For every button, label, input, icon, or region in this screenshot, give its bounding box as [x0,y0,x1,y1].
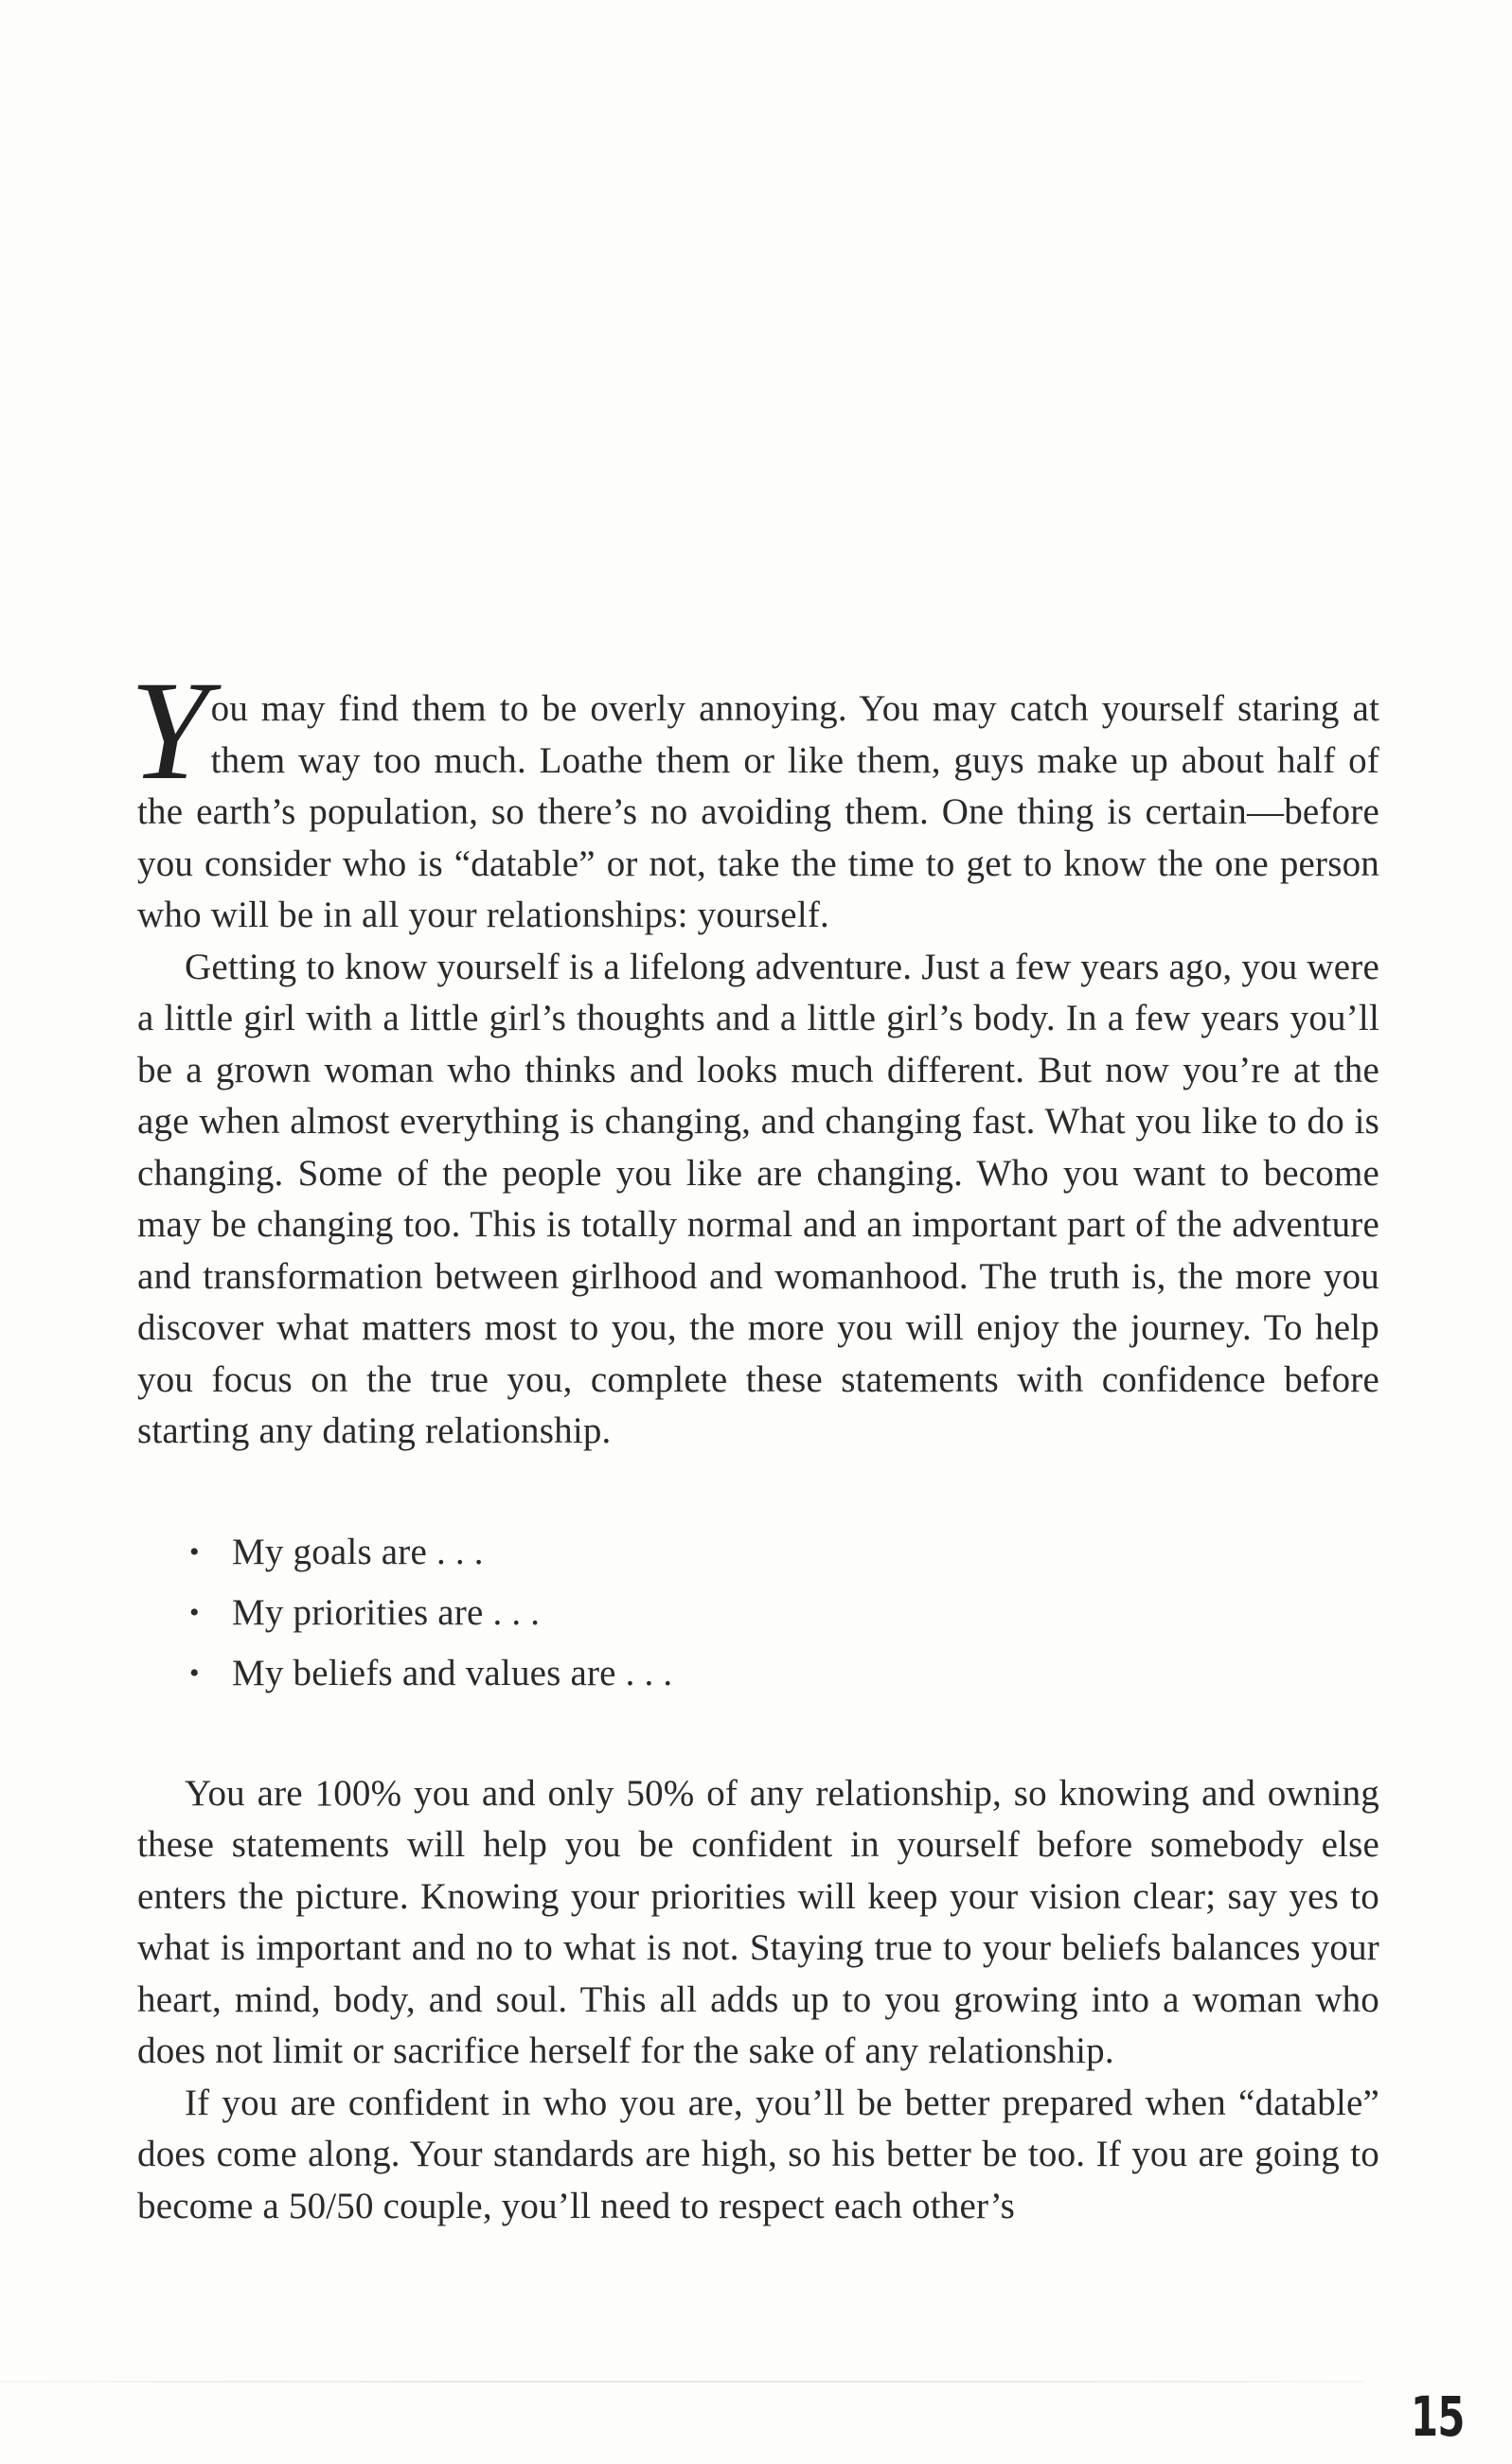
intro-paragraph-text: ou may find them to be overly annoying. You may catch yourself staring at them way too much. Loathe them or like them, guys make up about half of the earth’s population, so there’s no avoiding them. One thing is certain—before you consider who is “datable” or not, take the time to get to know the one person who will be in all your relationships: yourself. [137,688,1379,935]
bullet-icon: • [189,1657,200,1689]
bullet-icon: • [189,1596,200,1628]
intro-paragraph [130,652,1379,942]
list-item-text: My goals are . . . [232,1531,484,1572]
paragraph-getting-to-know: Getting to know yourself is a lifelong adventure. Just a few years ago, you were a little girl with a little girl’s thoughts and a little girl’s body. In a few years you’ll be a grown woman who thinks and looks much different. But now you’re at the age when almost everything is changing, and changing fast. What you like to do is changing. Some of the people you like are changing. Who you want to become may be changing too. This is totally normal and an important part of the adventure and transformation between girlhood and womanhood. The truth is, the more you discover what matters most to you, the more you will enjoy the journey. To help you focus on the true you, complete these statements with confidence before starting any dating relationship. [137,946,1379,1451]
statement-list [137,1522,1379,1704]
list-item-text: My beliefs and values are . . . [232,1652,673,1693]
page-number: 15 [1411,2384,1465,2449]
list-item [189,1643,1379,1704]
body-text [130,652,1379,2232]
list-item [189,1522,1379,1583]
list-item [189,1583,1379,1643]
paragraph-confident: If you are confident in who you are, you’ll be better prepared when “datable” does come along. Your standards are high, so his better be too. If you are going to become a 50/50 couple, you’ll need to respect each other’s [137,2082,1379,2226]
footer-rule [0,2381,1363,2383]
paragraph-percent: You are 100% you and only 50% of any relationship, so knowing and owning these statements will help you be confident in yourself before somebody else enters the picture. Knowing your priorities will keep your vision clear; say yes to what is important and no to what is not. Staying true to your beliefs balances your heart, mind, body, and soul. This all adds up to you growing into a woman who does not limit or sacrifice herself for the sake of any relationship. [137,1772,1379,2071]
drop-cap: Y [130,652,209,809]
list-item-text: My priorities are . . . [232,1591,541,1633]
bullet-icon: • [189,1535,200,1568]
